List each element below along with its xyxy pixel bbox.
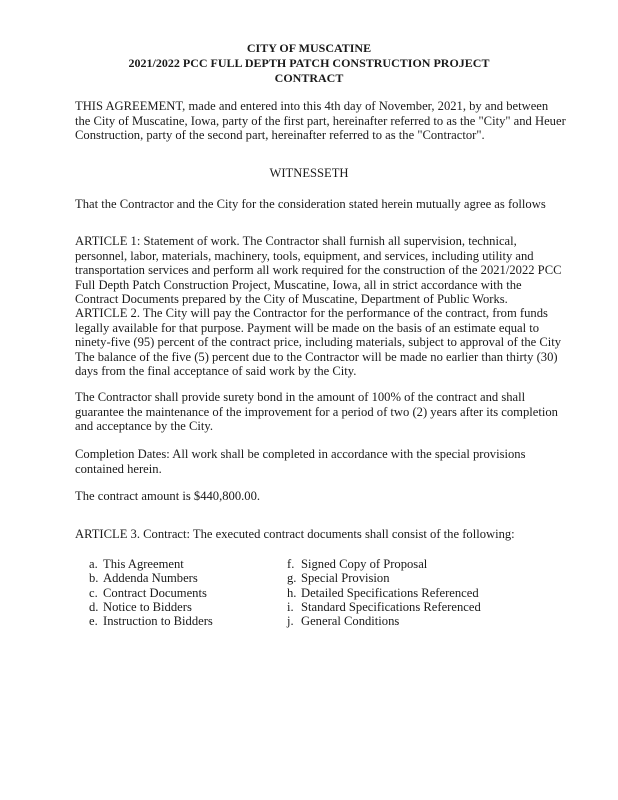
list-marker: b. — [89, 571, 99, 586]
list-marker: f. — [287, 557, 295, 571]
list-marker: g. — [287, 571, 297, 586]
list-text: Notice to Bidders — [103, 599, 192, 614]
list-text: Detailed Specifications Referenced — [301, 585, 479, 600]
list-item — [89, 600, 213, 614]
list-item — [287, 571, 481, 585]
list-item — [287, 586, 481, 600]
list-marker: e. — [89, 614, 98, 629]
list-marker: j. — [287, 614, 294, 629]
document-header — [0, 41, 618, 86]
text-line: guarantee the maintenance of the improvement for a period of two (2) years after its completion — [75, 404, 558, 419]
text-line: legally available for that purpose. Payment will be made on the basis of an estimate equal to — [75, 320, 540, 335]
contract-amount: The contract amount is $440,800.00. — [75, 489, 261, 503]
list-text: Contract Documents — [103, 585, 207, 600]
text-line: The balance of the five (5) percent due to the Contractor will be made no earlier than thirty (30) — [75, 349, 558, 364]
list-marker: a. — [89, 557, 98, 571]
list-text: Signed Copy of Proposal — [301, 557, 428, 571]
text-line: Completion Dates: All work shall be completed in accordance with the special provisions — [75, 447, 526, 461]
text-line: ARTICLE 2. The City will pay the Contractor for the performance of the contract, from funds — [75, 306, 548, 320]
list-text: Special Provision — [301, 571, 390, 586]
list-marker: h. — [287, 585, 297, 600]
header-project: 2021/2022 PCC FULL DEPTH PATCH CONSTRUCTION PROJECT — [128, 56, 490, 70]
list-item — [89, 614, 213, 628]
text-line: Full Depth Patch Construction Project, Muscatine, Iowa, all in strict accordance with the — [75, 277, 522, 292]
header-city: CITY OF MUSCATINE — [246, 41, 372, 55]
list-item — [287, 557, 481, 571]
documents-list-left — [89, 557, 213, 628]
list-marker: c. — [89, 585, 98, 600]
header-contract: CONTRACT — [274, 71, 344, 85]
list-text: Addenda Numbers — [103, 571, 198, 586]
text-line: the City of Muscatine, Iowa, party of the first part, hereinafter referred to as the "City" and Heuer — [75, 113, 566, 128]
list-text: This Agreement — [103, 557, 184, 571]
list-text: Instruction to Bidders — [103, 614, 213, 629]
text-line: days from the final acceptance of said work by the City. — [75, 364, 357, 379]
list-item — [287, 614, 481, 628]
text-line: Construction, party of the second part, hereinafter referred to as the "Contractor". — [75, 128, 485, 143]
text-line: THIS AGREEMENT, made and entered into this 4th day of November, 2021, by and between — [75, 99, 549, 113]
list-item — [89, 557, 213, 571]
bond-paragraph — [75, 390, 558, 434]
list-text: Standard Specifications Referenced — [301, 599, 481, 614]
witnesseth-heading: WITNESSETH — [269, 166, 349, 180]
list-item — [89, 586, 213, 600]
agreement-paragraph — [75, 99, 566, 143]
article-2 — [75, 306, 562, 379]
article-3: ARTICLE 3. Contract: The executed contract documents shall consist of the following: — [75, 527, 515, 541]
text-line: ninety-five (95) percent of the contract price, including materials, subject to approval of the City — [75, 335, 562, 350]
text-line: Contract Documents prepared by the City of Muscatine, Department of Public Works. — [75, 292, 508, 307]
list-item — [89, 571, 213, 585]
text-line: and acceptance by the City. — [75, 419, 214, 434]
text-line: ARTICLE 1: Statement of work. The Contractor shall furnish all supervision, technical, — [75, 234, 517, 248]
text-line: The Contractor shall provide surety bond in the amount of 100% of the contract and shall — [75, 390, 526, 404]
text-line: transportation services and perform all work required for the construction of the 2021/2022 PCC — [75, 263, 562, 278]
completion-paragraph — [75, 447, 555, 476]
list-marker: d. — [89, 599, 99, 614]
text-line: personnel, labor, materials, machinery, tools, equipment, and services, including utility and — [75, 248, 534, 263]
intro-paragraph: That the Contractor and the City for the consideration stated herein mutually agree as follows — [75, 197, 546, 211]
list-text: General Conditions — [301, 614, 400, 629]
article-1 — [75, 234, 562, 307]
documents-list-right — [287, 557, 481, 628]
list-item — [287, 600, 481, 614]
text-line: contained herein. — [75, 461, 162, 476]
list-marker: i. — [287, 599, 294, 614]
